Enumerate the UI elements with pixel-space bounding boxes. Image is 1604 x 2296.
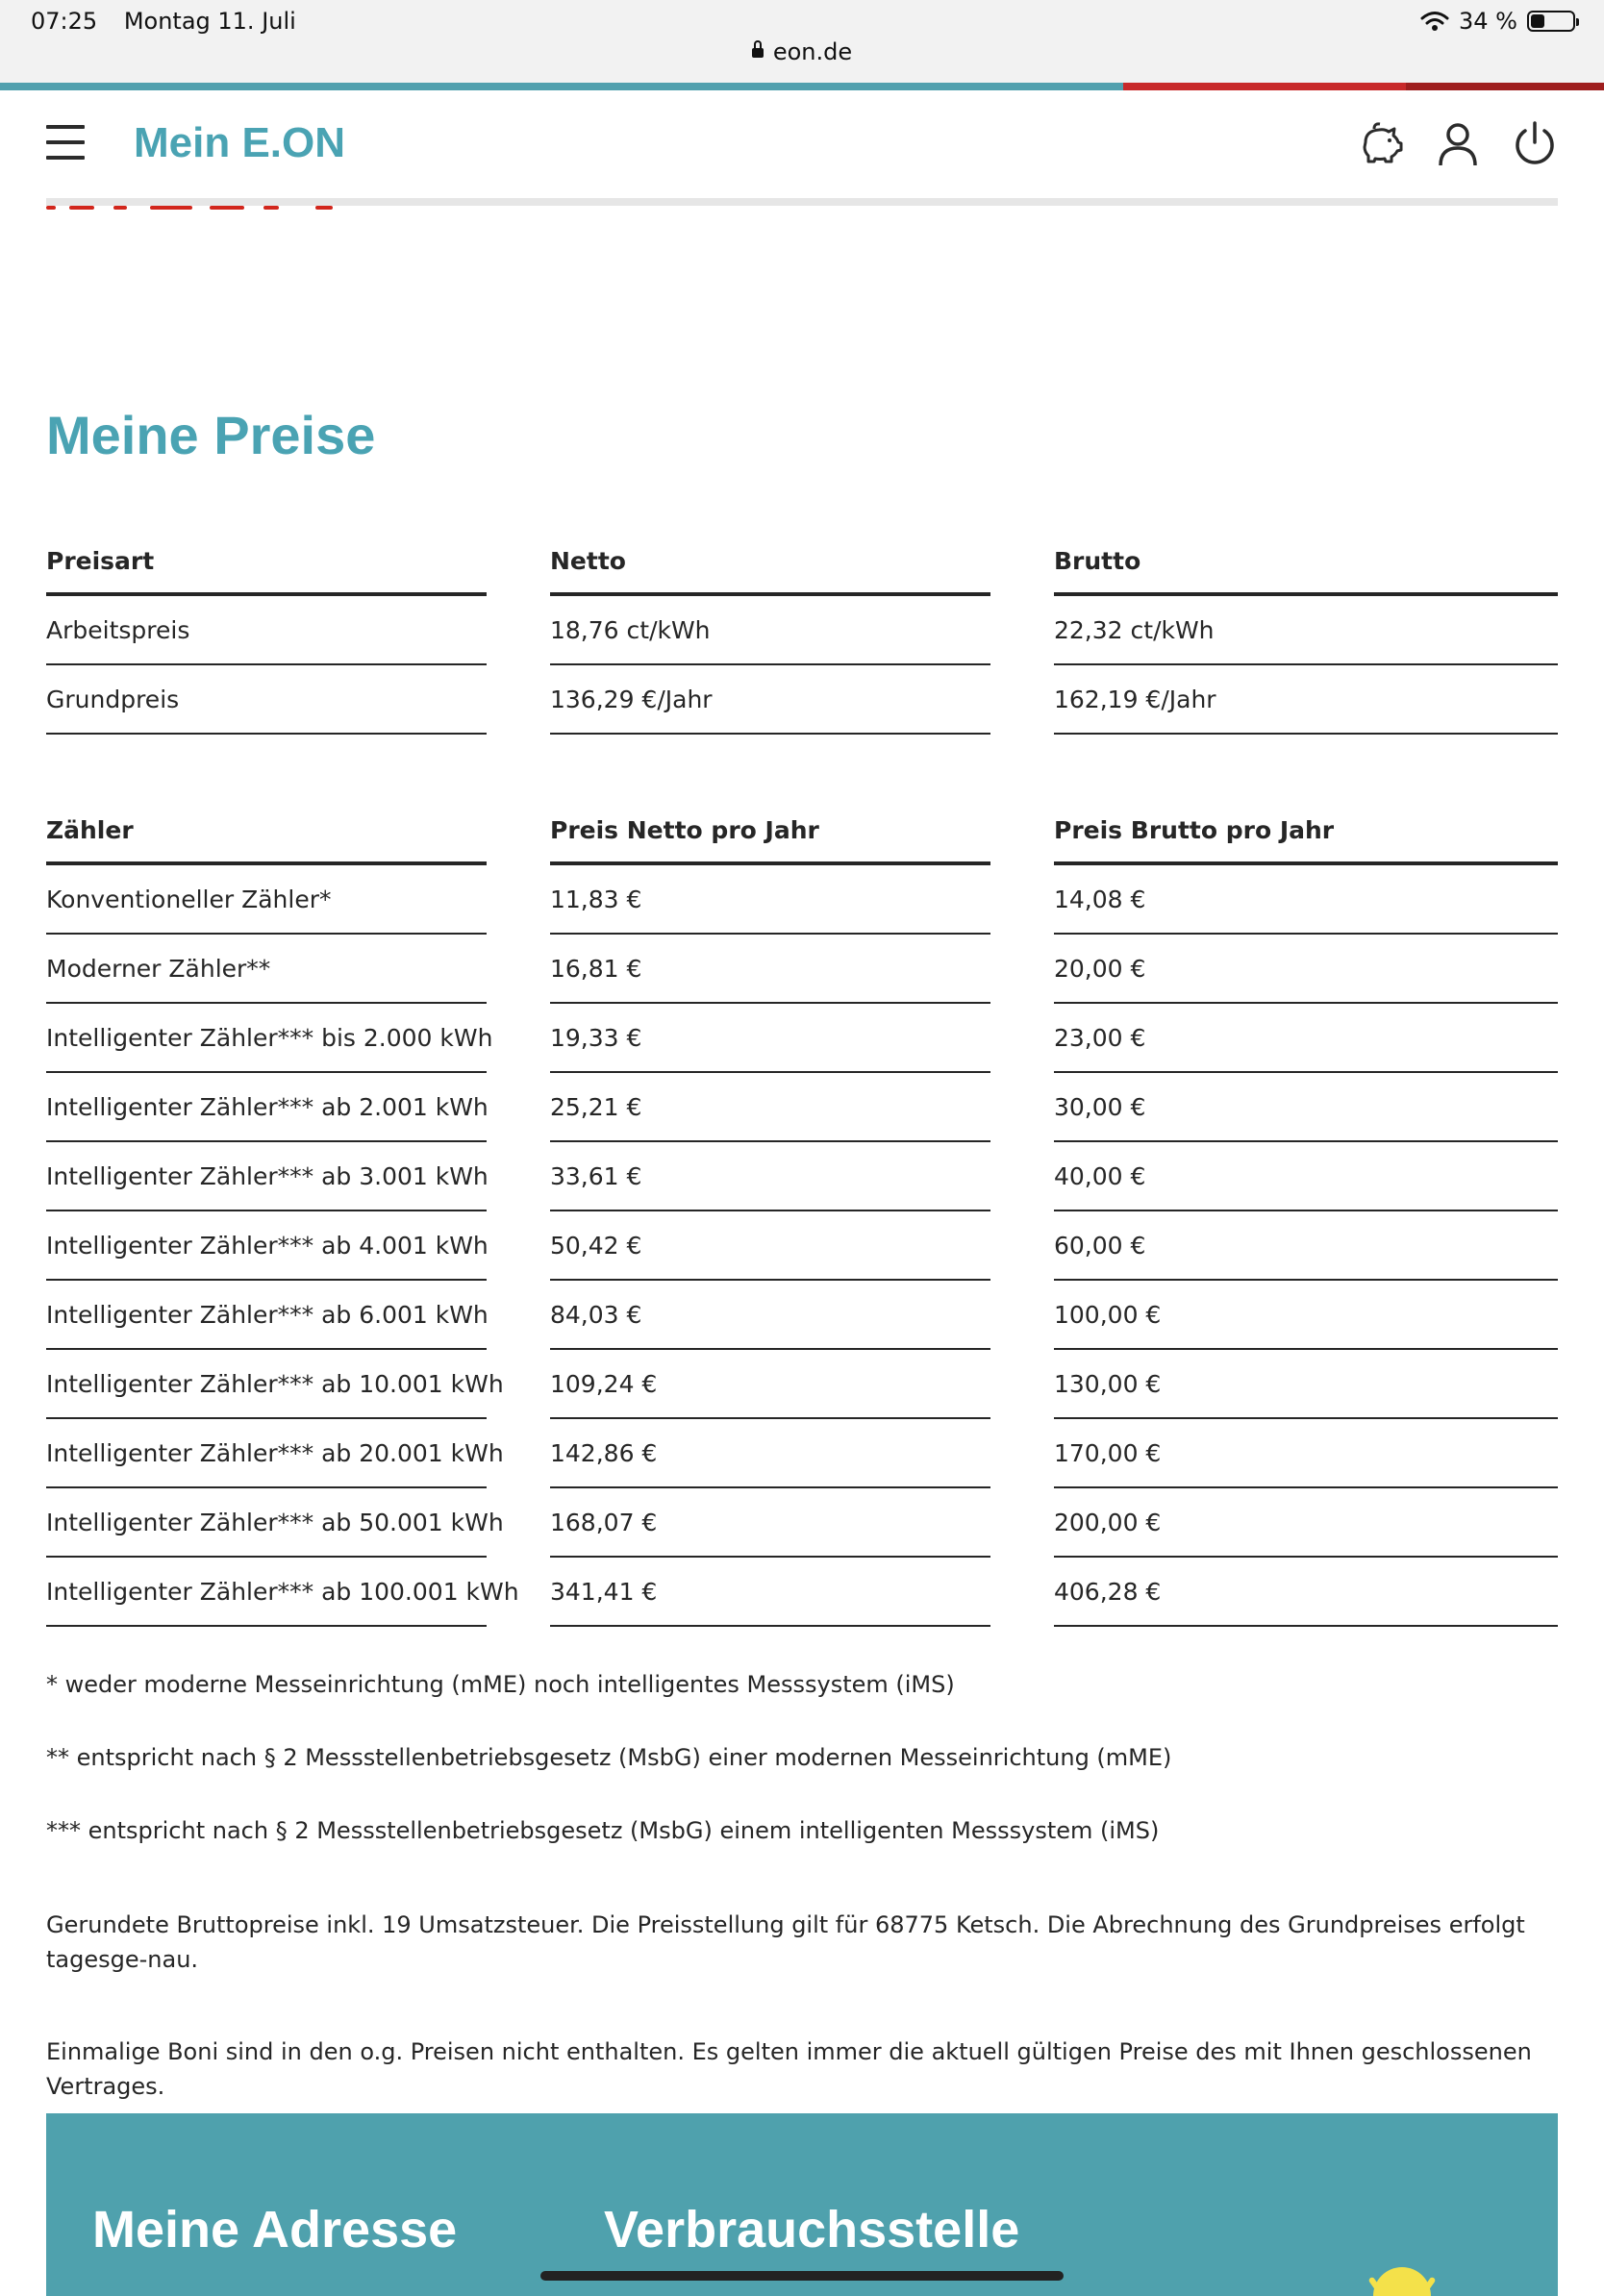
table-cell-label: Arbeitspreis — [46, 596, 487, 665]
table-row — [46, 1004, 1558, 1073]
column-header-net: Netto — [550, 527, 990, 596]
table-cell-net: 25,21 € — [550, 1073, 990, 1142]
table-row — [46, 1281, 1558, 1350]
table-cell-net: 11,83 € — [550, 865, 990, 935]
site-header — [0, 90, 1604, 202]
page-load-progress-fill — [0, 83, 1123, 90]
page-load-progress-accent — [1406, 83, 1604, 90]
table-cell-net: 109,24 € — [550, 1350, 990, 1419]
power-icon[interactable] — [1510, 119, 1560, 169]
menu-icon[interactable] — [46, 125, 85, 163]
table-cell-label: Intelligenter Zähler*** ab 3.001 kWh — [46, 1142, 487, 1211]
table-cell-net: 136,29 €/Jahr — [550, 665, 990, 735]
table-row — [46, 1073, 1558, 1142]
sun-ray — [1399, 2269, 1405, 2283]
home-indicator[interactable] — [540, 2271, 1064, 2281]
table-cell-net: 18,76 ct/kWh — [550, 596, 990, 665]
url-text: eon.de — [772, 38, 853, 65]
table-cell-label: Intelligenter Zähler*** ab 4.001 kWh — [46, 1211, 487, 1281]
table-cell-gross: 14,08 € — [1054, 865, 1558, 935]
table-cell-net: 168,07 € — [550, 1488, 990, 1558]
table-cell-label: Intelligenter Zähler*** ab 10.001 kWh — [46, 1350, 487, 1419]
table-cell-gross: 60,00 € — [1054, 1211, 1558, 1281]
table-cell-label: Intelligenter Zähler*** ab 6.001 kWh — [46, 1281, 487, 1350]
table-cell-gross: 100,00 € — [1054, 1281, 1558, 1350]
table-cell-net: 19,33 € — [550, 1004, 990, 1073]
user-icon[interactable] — [1433, 119, 1483, 169]
table-cell-net: 341,41 € — [550, 1558, 990, 1627]
table-row — [46, 1211, 1558, 1281]
table-cell-net: 50,42 € — [550, 1211, 990, 1281]
table-cell-gross: 30,00 € — [1054, 1073, 1558, 1142]
page-title: Meine Preise — [46, 405, 376, 465]
column-header-price-type: Preisart — [46, 527, 487, 596]
battery-icon — [1527, 11, 1575, 32]
table-cell-gross: 40,00 € — [1054, 1142, 1558, 1211]
table-cell-label: Konventioneller Zähler* — [46, 865, 487, 935]
section-title-consumption-point: Verbrauchsstelle — [604, 2201, 1020, 2259]
footnote: *** entspricht nach § 2 Messstellenbetriebsgesetz (MsbG) einem intelligenten Messsystem (iMS) — [46, 1817, 1160, 1844]
table-cell-gross: 22,32 ct/kWh — [1054, 596, 1558, 665]
table-cell-gross: 20,00 € — [1054, 935, 1558, 1004]
disclaimer-text: Einmalige Boni sind in den o.g. Preisen nicht enthalten. Es gelten immer die aktuell gültigen Preise des mit Ihnen geschlossenen Vertrages. — [46, 2038, 1532, 2100]
table-header-row — [46, 796, 1558, 865]
table-cell-label: Grundpreis — [46, 665, 487, 735]
table-cell-gross: 130,00 € — [1054, 1350, 1558, 1419]
table-cell-label: Intelligenter Zähler*** ab 100.001 kWh — [46, 1558, 487, 1627]
status-time-date — [31, 8, 315, 35]
table-cell-gross: 23,00 € — [1054, 1004, 1558, 1073]
table-row — [46, 865, 1558, 935]
status-bar — [0, 0, 1604, 83]
column-header-meter: Zähler — [46, 796, 487, 865]
column-header-net-per-year: Preis Netto pro Jahr — [550, 796, 990, 865]
header-actions — [1356, 119, 1560, 169]
table-row — [46, 1350, 1558, 1419]
cut-off-link — [46, 204, 335, 213]
table-cell-gross: 162,19 €/Jahr — [1054, 665, 1558, 735]
table-cell-net: 33,61 € — [550, 1142, 990, 1211]
page-load-progress — [0, 83, 1604, 90]
footnote: ** entspricht nach § 2 Messstellenbetriebsgesetz (MsbG) einer modernen Messeinrichtung (mME) — [46, 1744, 1172, 1771]
table-cell-net: 84,03 € — [550, 1281, 990, 1350]
table-row — [46, 935, 1558, 1004]
column-header-gross: Brutto — [1054, 527, 1558, 596]
table-row — [46, 1142, 1558, 1211]
column-header-gross-per-year: Preis Brutto pro Jahr — [1054, 796, 1558, 865]
table-row — [46, 1419, 1558, 1488]
piggy-bank-icon[interactable] — [1356, 119, 1406, 169]
table-row — [46, 1488, 1558, 1558]
table-header-row — [46, 527, 1558, 596]
table-cell-label: Intelligenter Zähler*** bis 2.000 kWh — [46, 1004, 487, 1073]
table-cell-net: 16,81 € — [550, 935, 990, 1004]
lock-icon — [752, 48, 764, 58]
table-cell-gross: 406,28 € — [1054, 1558, 1558, 1627]
status-indicators — [1420, 8, 1575, 35]
price-table — [46, 527, 1558, 735]
table-cell-label: Intelligenter Zähler*** ab 50.001 kWh — [46, 1488, 487, 1558]
address-bar[interactable] — [0, 38, 1604, 65]
wifi-icon — [1420, 11, 1449, 32]
table-cell-net: 142,86 € — [550, 1419, 990, 1488]
table-cell-label: Intelligenter Zähler*** ab 20.001 kWh — [46, 1419, 487, 1488]
status-time: 07:25 — [31, 8, 98, 35]
battery-percent: 34 % — [1459, 8, 1517, 35]
address-section — [46, 2113, 1558, 2296]
battery-level — [1531, 14, 1544, 28]
table-row — [46, 596, 1558, 665]
table-cell-gross: 170,00 € — [1054, 1419, 1558, 1488]
table-cell-label: Intelligenter Zähler*** ab 2.001 kWh — [46, 1073, 487, 1142]
table-row — [46, 1558, 1558, 1627]
table-cell-label: Moderner Zähler** — [46, 935, 487, 1004]
status-date: Montag 11. Juli — [123, 8, 296, 35]
footnote: * weder moderne Messeinrichtung (mME) noch intelligentes Messsystem (iMS) — [46, 1671, 955, 1698]
disclaimer-text: Gerundete Bruttopreise inkl. 19 Umsatzsteuer. Die Preisstellung gilt für 68775 Ketsch. Die Abrechnung des Grundpreises erfolgt tagesge-nau. — [46, 1911, 1525, 1973]
brand-title[interactable]: Mein E.ON — [134, 119, 346, 166]
table-cell-gross: 200,00 € — [1054, 1488, 1558, 1558]
section-title-address: Meine Adresse — [92, 2201, 458, 2259]
meter-table — [46, 796, 1558, 1627]
table-row — [46, 665, 1558, 735]
